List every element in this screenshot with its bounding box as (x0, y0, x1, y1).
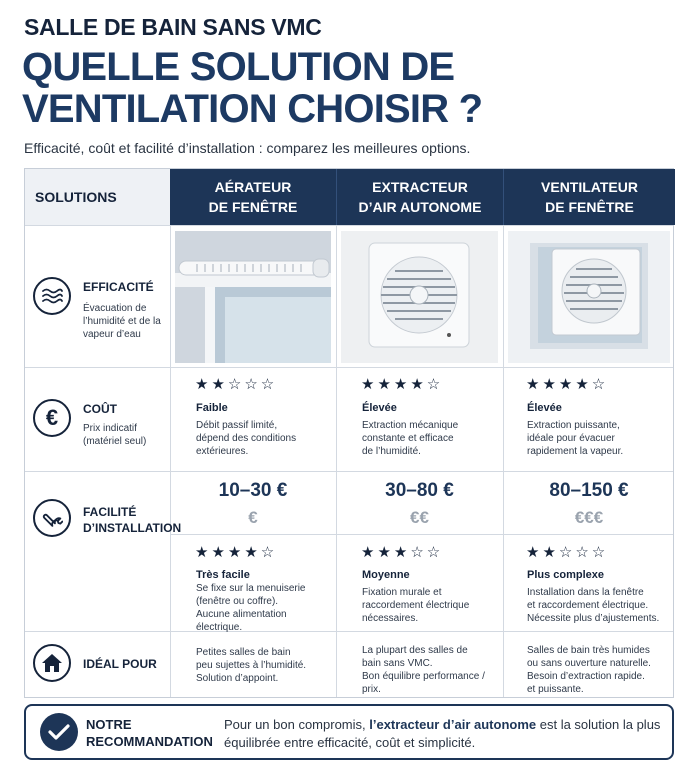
rating-cout-ventilateur: Élevée (527, 402, 562, 414)
recommendation-text-before: Pour un bon compromis, (224, 717, 370, 732)
page-title: QUELLE SOLUTION DE VENTILATION CHOISIR ? (22, 45, 483, 131)
recommendation-highlight: l’extracteur d’air autonome (369, 717, 537, 732)
photo-extracteur (341, 231, 498, 363)
recommendation-text (224, 716, 664, 752)
euro-level-aerateur: € (248, 508, 258, 527)
divider (336, 225, 337, 697)
price-aerateur: 10–30 € (218, 480, 288, 501)
label-facilite-line: D’INSTALLATION (83, 521, 182, 535)
euro-icon: € (33, 399, 71, 437)
page-subtitle: Efficacité, coût et facilité d’installation : comparez les meilleures options. (24, 140, 471, 156)
stars-facilite-extracteur: ★★★☆☆ (361, 544, 444, 561)
header-line: VENTILATEUR (541, 179, 638, 195)
header-extracteur (336, 169, 503, 225)
divider (170, 225, 171, 697)
divider (25, 471, 673, 472)
text-cout-extracteur: Extraction mécanique constante et efficace de l’humidité. (362, 420, 459, 457)
header-line: D’AIR AUTONOME (358, 199, 482, 215)
desc-cout: Prix indicatif (matériel seul) (83, 423, 147, 447)
header-solutions: SOLUTIONS (25, 169, 170, 225)
euro-level-extracteur: €€ (410, 508, 429, 527)
recommendation-title (86, 716, 213, 750)
text-cout-aerateur: Débit passif limité, dépend des conditions extérieures. (196, 420, 297, 457)
header-line: EXTRACTEUR (372, 179, 468, 195)
stars-cout-extracteur: ★★★★☆ (361, 376, 444, 393)
check-icon (40, 713, 78, 751)
text-facilite-ventilateur: Installation dans la fenêtre et raccordement électrique. Nécessite plus d’ajustements. (527, 587, 660, 624)
euro-level-ventilateur: €€€ (574, 508, 604, 527)
rating-facilite-aerateur: Très facile (196, 569, 250, 581)
stars-facilite-aerateur: ★★★★☆ (195, 544, 278, 561)
kicker: SALLE DE BAIN SANS VMC (24, 14, 322, 40)
photo-ventilateur (508, 231, 670, 363)
stars-facilite-ventilateur: ★★☆☆☆ (526, 544, 609, 561)
header-aerateur (170, 169, 336, 225)
divider (25, 225, 673, 226)
divider (25, 367, 673, 368)
rating-facilite-extracteur: Moyenne (362, 569, 410, 581)
home-icon (33, 644, 71, 682)
waves-icon (33, 277, 71, 315)
header-ventilateur (503, 169, 675, 225)
rating-cout-extracteur: Élevée (362, 402, 397, 414)
label-cout: COÛT (83, 402, 117, 416)
text-ideal-ventilateur: Salles de bain très humides ou sans ouverture naturelle. Besoin d’extraction rapide. et puissante. (527, 645, 651, 695)
header-line: AÉRATEUR (214, 179, 292, 195)
price-ventilateur: 80–150 € (549, 480, 629, 501)
recommendation-box (24, 704, 674, 760)
header-line: DE FENÊTRE (208, 199, 298, 215)
price-extracteur: 30–80 € (385, 480, 454, 501)
label-efficacite: EFFICACITÉ (83, 280, 154, 294)
stars-cout-aerateur: ★★☆☆☆ (195, 376, 278, 393)
divider (170, 534, 673, 535)
recommendation-title-line: RECOMMANDATION (86, 734, 213, 749)
label-facilite (83, 504, 181, 536)
comparison-table (24, 168, 674, 698)
rating-facilite-ventilateur: Plus complexe (527, 569, 605, 581)
divider (25, 631, 673, 632)
divider (503, 225, 504, 697)
text-ideal-aerateur: Petites salles de bain peu sujettes à l’humidité. Solution d’appoint. (196, 647, 307, 684)
stars-cout-ventilateur: ★★★★☆ (526, 376, 609, 393)
recommendation-text-after: est la solution la plus équilibrée entre efficacité, coût et simplicité. (224, 717, 661, 750)
desc-efficacite: Évacuation de l’humidité et de la vapeur d’eau (83, 303, 161, 340)
photo-aerateur (175, 231, 331, 363)
recommendation-title-line: NOTRE (86, 717, 132, 732)
rating-cout-aerateur: Faible (196, 402, 228, 414)
label-ideal: IDÉAL POUR (83, 657, 157, 671)
header-line: DE FENÊTRE (545, 199, 634, 215)
text-cout-ventilateur: Extraction puissante, idéale pour évacuer rapidement la vapeur. (527, 420, 624, 457)
wrench-icon (33, 499, 71, 537)
label-facilite-line: FACILITÉ (83, 505, 137, 519)
text-ideal-extracteur: La plupart des salles de bain sans VMC. Bon équilibre performance / prix. (362, 645, 485, 695)
text-facilite-aerateur: Se fixe sur la menuiserie (fenêtre ou coffre). Aucune alimentation électrique. (196, 583, 306, 633)
text-facilite-extracteur: Fixation murale et raccordement électrique nécessaires. (362, 587, 470, 624)
